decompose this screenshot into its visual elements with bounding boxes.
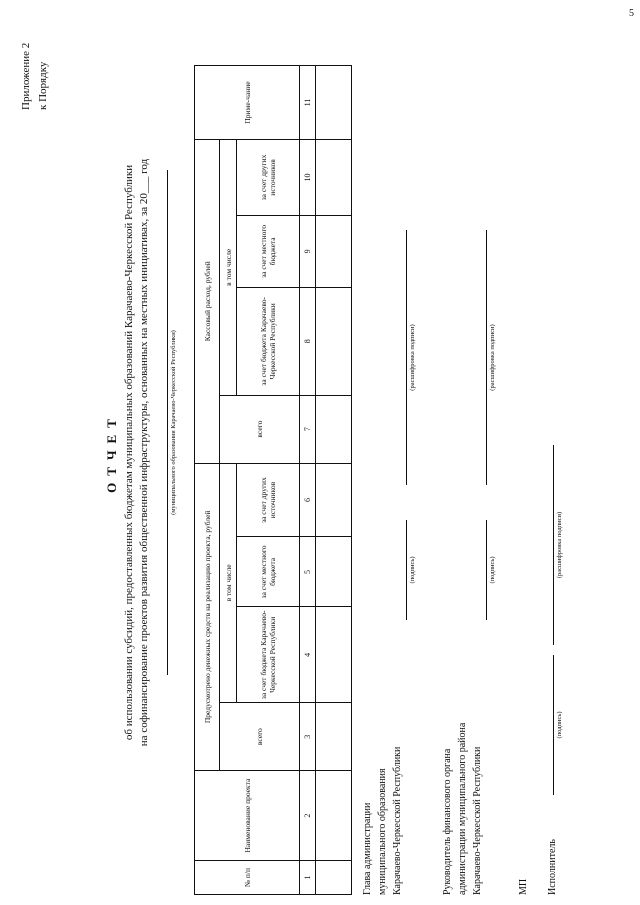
column-number: 11 (300, 66, 316, 140)
header-planned-funds: Предусмотрено денежных средств на реализацию проекта, рублей (195, 463, 220, 771)
header-planned-including: в том числе (220, 463, 237, 703)
head-signature-caption: (подпись) (409, 556, 416, 584)
header-planned-total: всего (220, 703, 300, 771)
executor-signature-caption: (подпись) (556, 711, 563, 739)
table-cell (316, 537, 352, 607)
table-cell (316, 66, 352, 140)
header-cash-republic: за счет бюджета Карачаево-Черкесской Республики (237, 287, 300, 395)
page-number: 5 (629, 8, 634, 19)
subtitle-line-1: об использовании субсидий, предоставленных бюджетам муниципальных образований Карачаево-Черкесской Республики (123, 164, 135, 741)
header-planned-local: за счет местного бюджета (237, 537, 300, 607)
executor-decoding-caption: (расшифровка подписи) (556, 511, 563, 579)
finance-decoding-caption: (расшифровка подписи) (489, 324, 496, 391)
municipal-fill-line (167, 170, 168, 675)
report-subtitle (122, 60, 152, 845)
executor-label: Исполнитель (547, 839, 558, 895)
header-cash-local: за счет местного бюджета (237, 215, 300, 287)
header-cash-including: в том числе (220, 140, 237, 396)
table-cell (316, 607, 352, 703)
table-cell (316, 463, 352, 537)
municipal-caption: (муниципального образования Карачаево-Черкесской Республики) (170, 330, 177, 515)
table-cell (316, 861, 352, 895)
column-number: 7 (300, 395, 316, 463)
head-line: Карачаево-Черкесской Республики (392, 746, 403, 895)
finance-line: Карачаево-Черкесской Республики (472, 746, 483, 895)
column-number: 5 (300, 537, 316, 607)
report-table (194, 65, 352, 895)
column-number: 4 (300, 607, 316, 703)
annex-heading (18, 43, 52, 110)
header-cash-expense: Кассовый расход, рублей (195, 140, 220, 464)
subtitle-line-2: на софинансирование проектов развития общественной инфраструктуры, основанных на местных инициативах, за 20___ год (138, 158, 150, 747)
table-cell (316, 287, 352, 395)
head-block (360, 747, 405, 895)
report-title: ОТЧЕТ (104, 412, 119, 493)
head-line: Глава администрации (362, 802, 373, 895)
executor-decoding-line (553, 445, 554, 645)
header-number: № п/п (195, 861, 300, 895)
table-cell (316, 703, 352, 771)
head-decoding-caption: (расшифровка подписи) (409, 324, 416, 391)
column-number: 1 (300, 861, 316, 895)
header-planned-other: за счет других источников (237, 463, 300, 537)
head-decoding-line (406, 230, 407, 485)
header-cash-total: всего (220, 395, 300, 463)
finance-decoding-line (486, 230, 487, 485)
finance-signature-line (486, 520, 487, 620)
head-signature-line (406, 520, 407, 620)
finance-line: администрации муниципального района (457, 722, 468, 895)
header-note: Приме-чание (195, 66, 300, 140)
column-number: 6 (300, 463, 316, 537)
annex-line-1: Приложение 2 (20, 42, 32, 110)
header-project-name: Наименование проекта (195, 771, 300, 861)
column-number-row (300, 66, 316, 895)
column-number: 8 (300, 287, 316, 395)
finance-line: Руководитель финансового органа (442, 748, 453, 895)
finance-block (440, 723, 485, 895)
column-number: 3 (300, 703, 316, 771)
header-cash-other: за счет других источников (237, 140, 300, 216)
table-row (316, 66, 352, 895)
table-cell (316, 771, 352, 861)
annex-line-2: к Порядку (37, 61, 49, 110)
head-line: муниципального образования (377, 768, 388, 895)
finance-signature-caption: (подпись) (489, 556, 496, 584)
column-number: 10 (300, 140, 316, 216)
executor-signature-line (553, 655, 554, 795)
table-cell (316, 395, 352, 463)
stamp-place: МП (518, 878, 529, 895)
column-number: 9 (300, 215, 316, 287)
column-number: 2 (300, 771, 316, 861)
table-cell (316, 215, 352, 287)
table-cell (316, 140, 352, 216)
header-planned-republic: за счет бюджета Карачаево-Черкесской Республики (237, 607, 300, 703)
